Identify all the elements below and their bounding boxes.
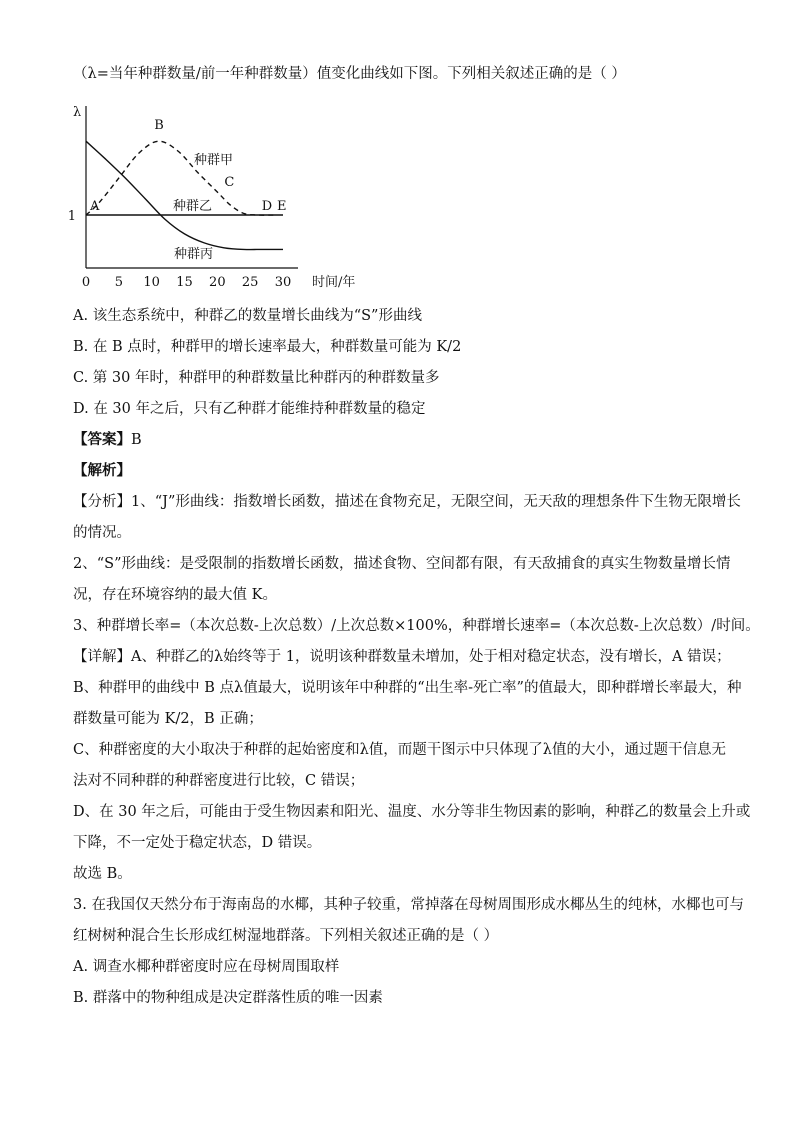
next-option-a: A. 调查水椰种群密度时应在母树周围取样	[73, 959, 340, 975]
analysis-label: 【解析】	[73, 462, 131, 479]
x-tick-label: 15	[176, 275, 193, 290]
question-stem: （λ=当年种群数量/前一年种群数量）值变化曲线如下图。下列相关叙述正确的是（ ）	[73, 66, 626, 82]
x-tick-label: 30	[274, 275, 292, 290]
next-question-stem: 红树树种混合生长形成红树湿地群落。下列相关叙述正确的是（ ）	[73, 928, 499, 944]
x-tick-label: 10	[143, 275, 160, 290]
series-name-label: 种群丙	[174, 247, 214, 262]
analysis-line: C、种群密度的大小取决于种群的起始密度和λ值，而题干图示中只体现了λ值的大小，通过题干信息无	[73, 742, 726, 758]
point-label: E	[277, 199, 287, 214]
analysis-line: D、在 30 年之后，可能由于受生物因素和阳光、温度、水分等非生物因素的影响，种群乙的数量会上升或	[73, 804, 751, 820]
option-d: D. 在 30 年之后，只有乙种群才能维持种群数量的稳定	[73, 401, 426, 417]
answer-value: B	[131, 432, 142, 448]
y-axis-title: λ	[73, 105, 82, 120]
series-name-labels	[173, 153, 233, 262]
analysis-line: 2、“S”形曲线：是受限制的指数增长函数，描述食物、空间都有限，有天敌捕食的真实生物数量增长情	[73, 556, 731, 572]
analysis-line: 【详解】A、种群乙的λ始终等于 1，说明该种群数量未增加，处于相对稳定状态，没有增长，A 错误；	[73, 649, 731, 665]
x-tick-label: 5	[114, 275, 123, 290]
lambda-chart	[66, 100, 386, 292]
analysis-line: 下降，不一定处于稳定状态，D 错误。	[73, 835, 322, 851]
option-c: C. 第 30 年时，种群甲的种群数量比种群丙的种群数量多	[73, 370, 440, 386]
y-tick-label: 1	[67, 209, 76, 224]
x-tick-label: 20	[209, 275, 226, 290]
x-tick-label: 0	[81, 275, 91, 290]
analysis-line: 群数量可能为 K/2，B 正确；	[73, 711, 263, 727]
analysis-line: 法对不同种群的种群密度进行比较，C 错误；	[73, 773, 365, 789]
series-name-label: 种群乙	[173, 199, 213, 214]
analysis-line: 况，存在环境容纳的最大值 K。	[73, 587, 277, 603]
y-tick-labels	[68, 209, 76, 224]
point-label: B	[154, 118, 164, 134]
option-b: B. 在 B 点时，种群甲的增长速率最大，种群数量可能为 K/2	[73, 339, 462, 355]
analysis-line: B、种群甲的曲线中 B 点λ值最大，说明该年中种群的“出生率-死亡率”的值最大，即种群增长率最大，种	[73, 680, 742, 696]
analysis-line: 的情况。	[73, 525, 131, 541]
x-tick-label: 25	[241, 275, 259, 290]
x-axis-title: 时间/年	[312, 275, 356, 290]
next-option-b: B. 群落中的物种组成是决定群落性质的唯一因素	[73, 990, 383, 1006]
answer-label: 【答案】	[73, 431, 131, 448]
point-label: D	[261, 199, 273, 214]
analysis-line: 【分析】1、“J”形曲线：指数增长函数，描述在食物充足，无限空间，无天敌的理想条件下生物无限增长	[73, 494, 741, 510]
next-question-stem: 3. 在我国仅天然分布于海南岛的水椰，其种子较重，常掉落在母树周围形成水椰丛生的纯林，水椰也可与	[73, 897, 744, 913]
analysis-line: 故选 B。	[73, 866, 132, 882]
point-label: A	[90, 199, 100, 214]
analysis-line: 3、种群增长率=（本次总数-上次总数）/上次总数×100%，种群增长速率=（本次总数-上次总数）/时间。	[73, 618, 760, 634]
answer-line	[73, 430, 733, 450]
series-name-label: 种群甲	[194, 153, 234, 168]
series-layer	[86, 141, 283, 249]
point-label: C	[224, 175, 235, 191]
option-a: A. 该生态系统中，种群乙的数量增长曲线为“S”形曲线	[73, 308, 422, 324]
x-tick-labels	[82, 275, 291, 290]
